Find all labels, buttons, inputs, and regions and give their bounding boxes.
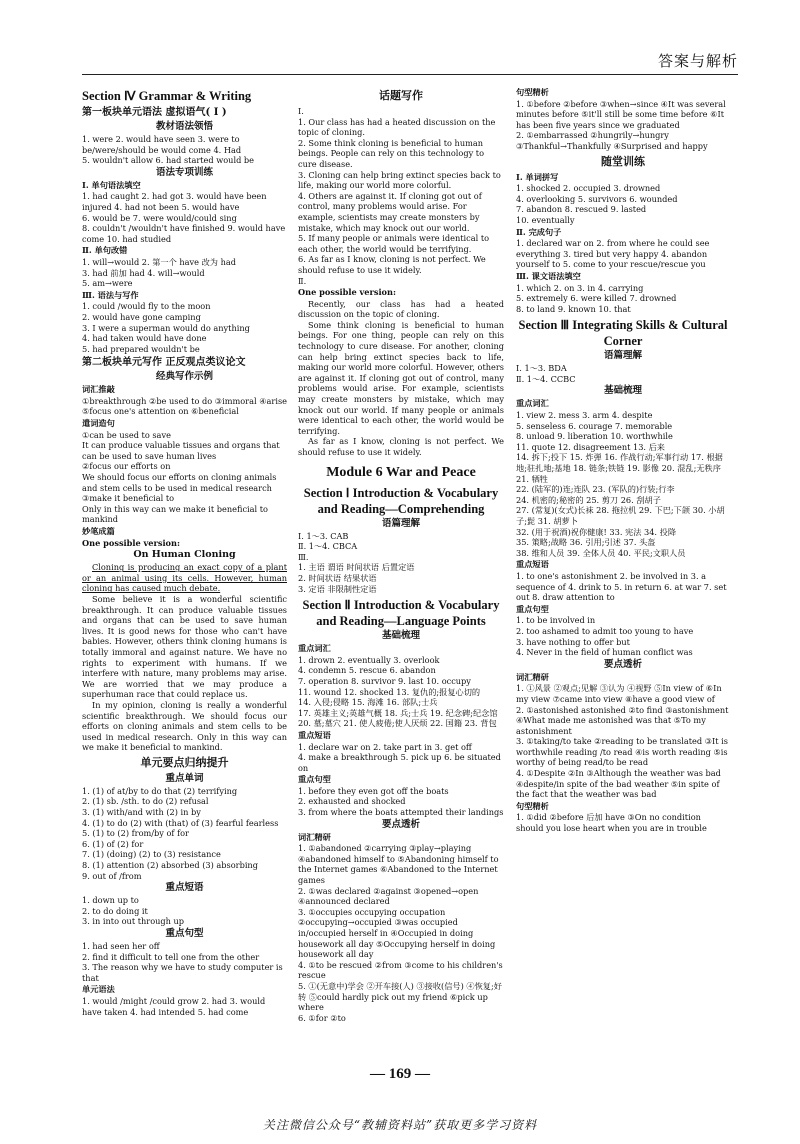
section-3-title: Section Ⅲ Integrating Skills & Cultural Corner — [518, 318, 728, 349]
answer-line: 2. 时间状语 结果状语 — [298, 572, 377, 583]
answer-line: 2. find it difficult to tell one from the other — [82, 951, 260, 962]
dc-title: 重点单词 — [165, 772, 204, 784]
answer-line: 1. ①did ②before 后加 have ③On no condition should you lose heart when you are in trouble — [516, 812, 707, 834]
answer-line: 1. shocked 2. occupied 3. drowned — [516, 183, 661, 194]
answer-line: 3. had 前加 had 4. will→would — [82, 267, 205, 278]
answer-line: 3. ①taking/to take ②reading to be translated ③It is worthwhile reading /to read ④is worth reading ⑤is worthy of being read/to be read — [516, 736, 728, 768]
answer-line: 6. ①for ②to — [298, 1012, 346, 1023]
answer-line: Ⅲ. — [298, 551, 309, 562]
answer-line: 32. (用于祝酒)祝你健康! 33. 宪法 34. 投降 — [516, 526, 677, 537]
subhead: 重点词汇 — [298, 643, 331, 654]
subhead: 词汇精研 — [298, 831, 331, 842]
answer-line: 3. in into out through up — [82, 916, 185, 927]
answer-line: 1. ①abandoned ②carrying ③play→playing ④abandoned himself to ⑤Abandoning himself to the Internet games ⑥Abandoned to the Internet games — [298, 843, 499, 886]
answer-line: 24. 机密的;秘密的 25. 剪刀 26. 刮胡子 — [516, 494, 661, 505]
block-1-title: 第一板块单元语法 虚拟语气( Ⅰ ) — [82, 107, 227, 118]
subhead: 单元语法 — [82, 984, 115, 995]
essay-paragraph: In my opinion, cloning is really a wonderful scientific breakthrough. We should focus our efforts on cloning animals and stem cells to be used in medical research. Only in this way can we make it beneficial to mankind. — [82, 699, 287, 753]
module-title: Module 6 War and Peace — [326, 464, 476, 480]
answer-line: 1. ①风景 ②观点;见解 ③认为 ④视野 ⑤In view of ⑥In my view ⑦came into view ⑧have a good view of — [516, 683, 722, 704]
answer-line: 7. (1) (doing) (2) to (3) resistance — [82, 849, 221, 860]
subhead: Ⅲ. 课文语法填空 — [516, 270, 581, 281]
answer-line: 14. 入侵;侵略 15. 海滩 16. 部队;士兵 — [298, 697, 438, 708]
answer-line: Ⅰ. 1～3. BDA — [516, 363, 567, 374]
answer-line: 2. ①was declared ②against ③opened→open ④announced declared — [298, 885, 479, 907]
answer-line: 4. ①Despite ②In ③Although the weather was bad ④despite/in spite of the bad weather ⑤in spite of the fact that the weather was bad — [516, 768, 721, 800]
answer-line: 1. before they even got off the boats — [298, 785, 449, 796]
answer-line: 4. (1) to do (2) with (that) of (3) fearful fearless — [82, 817, 279, 828]
answer-line: 6. (1) of (2) for — [82, 838, 144, 849]
answer-line: 8. to land 9. known 10. that — [516, 303, 631, 314]
jx-title: 重点句型 — [165, 928, 204, 939]
answer-line: 9. out of /from — [82, 870, 142, 881]
answer-line: 6. would be 7. were would/could sing — [82, 212, 237, 223]
block-2-title: 第二板块单元写作 正反观点类议论文 — [82, 357, 246, 369]
answer-line: 35. 策略;战略 36. 引用;引述 37. 头盔 — [516, 537, 656, 548]
answer-line: 3. The reason why we have to study computer is that — [82, 962, 283, 983]
answer-line: 2. ①embarrassed ②hungrily→hungry ③Thankful→Thankfully ④Surprised and happy — [516, 130, 708, 151]
roman-label: Ⅰ. — [298, 106, 304, 116]
subhead: 重点句型 — [516, 603, 549, 614]
jd-title: 经典写作示例 — [155, 371, 213, 383]
yd-title: 要点透析 — [381, 818, 420, 830]
subhead: 词汇推敲 — [82, 384, 115, 395]
answer-line: 1. ①before ②before ③when→since ④It was several minutes before ⑤it'll still be some time before ⑥It has been five years since we graduated — [516, 98, 726, 130]
answer-line: 5. (1) to (2) from/by of for — [82, 828, 189, 839]
footer-note: 关注微信公众号“教辅资料站”获取更多学习资料 — [262, 1118, 538, 1132]
answer-line: 6. As far as I know, cloning is not perfect. We should refuse to use it widely. — [298, 254, 486, 275]
subhead: 词汇精研 — [516, 671, 549, 682]
answer-line: 1. (1) of at/by to do that (2) terrifying — [82, 785, 238, 796]
answer-line: Ⅱ. 1～4. CCBC — [516, 373, 576, 384]
yd-title: 要点透析 — [603, 658, 642, 670]
answer-line: 3. from where the boats attempted their landings — [298, 807, 504, 818]
answer-line: 2. exhausted and shocked — [298, 796, 406, 807]
answer-line: 4. overlooking 5. survivors 6. wounded — [516, 193, 678, 204]
subhead: 句型精析 — [516, 800, 549, 811]
section-1-title: Section Ⅰ Introduction & Vocabulary and Reading—Comprehending — [303, 485, 499, 516]
answer-line: 2. ①astonished astonished ②to find ③astonishment ④What made me astonished was that ⑤To my astonishment — [516, 704, 729, 736]
answer-line: 4. Never in the field of human conflict was — [516, 647, 693, 658]
answer-line: 3. Cloning can help bring extinct species back to life, making our world more colorful. — [298, 169, 501, 191]
essay-paragraph: Some believe it is a wonderful scientific breakthrough. It can produce valuable tissues and organs that can be used to save human lives. It is good news for those who can't have babies. However, others think cloning humans is totally immoral and against nature. We have no rights to experiment with humans. If we interfere with nature, many problems may arise. We are worried that we may produce a superhuman race that could replace us. — [82, 593, 287, 700]
answer-line: 17. 英雄主义;英雄气概 18. 兵;士兵 19. 纪念碑;纪念馆 20. 墓;墓穴 21. 使人疲倦;使人厌烦 22. 国籍 23. 背包 — [298, 707, 498, 729]
answer-line: 2. (1) sb. /sth. to do (2) refusal — [82, 796, 209, 807]
answer-line: 5. If many people or animals were identical to each other, the world would be terrifying. — [298, 233, 490, 254]
yp-title: 语篇理解 — [381, 517, 420, 529]
answer-line: It can produce valuable tissues and organs that can be used to save human lives — [82, 440, 280, 461]
answer-line: ②focus our efforts on — [82, 461, 171, 472]
answer-line: 4. ①to be rescued ②from ③come to his children's rescue — [298, 959, 503, 981]
answer-line: 2. Some think cloning is beneficial to human beings. People can rely on this technology to cure disease. — [298, 137, 485, 169]
section-4-title: Section Ⅳ Grammar & Writing — [82, 89, 252, 103]
jc-title: 基础梳理 — [381, 630, 420, 642]
subhead: 重点短语 — [298, 729, 331, 740]
essay-paragraph: Some think cloning is beneficial to human beings. For one thing, people can rely on this technology to cure disease. For another, cloning can help bring extinct species back to life, making our world more colorful. However, others are against it. If cloning got out of control, many problems would arise. For example, scientists may create monsters by mistake, which may knock out our world. If many people or animals were identical to each other, the world would be terrifying. — [298, 319, 504, 436]
subhead: 重点短语 — [516, 559, 549, 570]
subhead: 句型精析 — [516, 87, 549, 97]
subhead: 妙笔成篇 — [82, 526, 115, 536]
zx-title: 语法专项训练 — [155, 166, 213, 178]
essay-paragraph: As far as I know, cloning is not perfect. We should refuse to use it widely. — [298, 436, 504, 457]
answer-line: 3. 定语 非限制性定语 — [298, 583, 377, 594]
answer-line: 1. which 2. on 3. in 4. carrying — [516, 282, 644, 293]
answer-line: 11. wound 12. shocked 13. 复仇的;报复心切的 — [298, 686, 481, 697]
jc-title: 基础梳理 — [603, 385, 642, 397]
answer-line: 7. operation 8. survivor 9. last 10. occupy — [298, 675, 471, 686]
subhead: Ⅱ. 单句改错 — [82, 245, 128, 256]
answer-line: Only in this way can we make it beneficial to mankind — [82, 503, 268, 525]
answer-line: ①can be used to save — [82, 429, 171, 440]
roman-label: Ⅱ. — [298, 275, 307, 286]
essay-paragraph: Recently, our class has had a heated discussion on the topic of cloning. — [298, 298, 504, 320]
answer-line: 4. condemn 5. rescue 6. abandon — [298, 665, 436, 676]
answer-line: ③make it beneficial to — [82, 493, 175, 504]
answer-line: 1. were 2. would have seen 3. were to be/were/should be would come 4. Had — [82, 134, 242, 155]
answer-line: 8. unload 9. liberation 10. worthwhile — [516, 431, 673, 442]
answer-line: 1. down up to — [82, 895, 139, 906]
answer-line: 1. drown 2. eventually 3. overlook — [298, 654, 440, 665]
answer-line: Ⅰ. 1～3. CAB — [298, 530, 349, 541]
subhead: 重点词汇 — [516, 398, 549, 409]
summary-title: 单元要点归纳提升 — [140, 755, 229, 769]
answer-line: 1. to one's astonishment 2. be involved in 3. a sequence of 4. drink to 5. in return 6. at war 7. set out 8. draw attention to — [516, 570, 727, 603]
answer-line: 27. (常复)(女式)长袜 28. 拖拉机 29. 下巴;下颌 30. 小胡子;髭 31. 胡萝卜 — [516, 505, 725, 526]
answer-line: We should focus our efforts on cloning animals and stem cells to be used in medical research — [82, 472, 277, 493]
page-number: — 169 — — [370, 1066, 430, 1082]
subhead: Ⅱ. 完成句子 — [516, 226, 562, 237]
column-2 — [298, 86, 504, 1023]
answer-line: 10. eventually — [516, 214, 575, 225]
answer-line: 1. will→would 2. 第一个 have 改为 had — [82, 256, 236, 267]
answer-line: 2. to do doing it — [82, 905, 148, 916]
answer-line: 4. Others are against it. If cloning got out of control, many problems would arise. For example, scientists may create monsters by mistake, which may knock out our world. — [298, 190, 482, 233]
answer-line: 1. declare war on 2. take part in 3. get off — [298, 741, 472, 752]
dy2-title: 重点短语 — [165, 882, 204, 894]
answer-line: 3. have nothing to offer but — [516, 636, 630, 647]
answer-line: 4. had taken would have done — [82, 333, 207, 344]
section-2-title: Section Ⅱ Introduction & Vocabulary and Reading—Language Points — [302, 598, 500, 629]
subhead: Ⅰ. 单句语法填空 — [82, 179, 141, 190]
answer-line: Ⅱ. 1～4. CBCA — [298, 541, 358, 552]
answer-line: 2. too ashamed to admit too young to have — [516, 625, 694, 636]
answer-line: 2. would have gone camping — [82, 311, 201, 322]
answer-line: 5. am→were — [82, 278, 133, 289]
answer-line: 1. Our class has had a heated discussion on the topic of cloning. — [298, 116, 496, 138]
answer-line: 1. 主语 谓语 时间状语 后置定语 — [298, 562, 415, 573]
answer-line: 8. (1) attention (2) absorbed (3) absorbing — [82, 860, 258, 871]
answer-line: 4. make a breakthrough 5. pick up 6. be situated on — [298, 752, 501, 773]
column-3 — [516, 86, 730, 834]
answer-line: 14. 拆下;投下 15. 炸弹 16. 作战行动;军事行动 17. 根据地;驻扎地;基地 18. 链条;铁链 19. 影像 20. 混乱;无秩序 21. 牺牲 — [516, 452, 723, 484]
st-title: 随堂训练 — [601, 154, 645, 168]
header-title: 答案与解析 — [657, 52, 738, 70]
topic-writing-title: 话题写作 — [379, 89, 423, 102]
answer-line: 5. senseless 6. courage 7. memorable — [516, 420, 673, 431]
answer-line: 1. had seen her off — [82, 941, 160, 951]
answer-line: 5. wouldn't allow 6. had started would be — [82, 155, 254, 166]
subhead: 遣词造句 — [82, 418, 115, 429]
answer-line: 1. view 2. mess 3. arm 4. despite — [516, 410, 653, 421]
answer-line: 3. ①occupies occupying occupation ②occupying→occupied ③was occupied in/occupied herself in ④Occupied in doing housework all day ⑤Occupying herself in doing housework all day — [298, 906, 496, 960]
answer-line: 38. 维和人员 39. 全体人员 40. 平民;文职人员 — [516, 547, 686, 558]
essay-paragraph: Cloning is producing an exact copy of a plant or an animal using its cells. However, human cloning has caused much debate. — [82, 562, 287, 594]
yp-title: 语篇理解 — [603, 350, 642, 362]
answer-line: 3. I were a superman would do anything — [82, 322, 250, 333]
answer-line: 1. to be involved in — [516, 615, 596, 626]
answer-line: 1. had caught 2. had got 3. would have been injured 4. had not been 5. would have — [82, 191, 267, 212]
answer-line: 5. ①(无意中)学会 ②开车接(人) ③接收(信号) ④恢复;好转 ⑤could hardly pick out my friend ⑥pick up where — [298, 980, 502, 1013]
subhead: Ⅰ. 单词拼写 — [516, 171, 559, 182]
answer-line: 5. extremely 6. were killed 7. drowned — [516, 293, 677, 304]
column-1 — [82, 86, 287, 1017]
answer-line: 3. (1) with/and with (2) in by — [82, 807, 201, 818]
answer-line: 11. quote 12. disagreement 13. 后来 — [516, 441, 665, 452]
answer-line: 1. would /might /could grow 2. had 3. would have taken 4. had intended 5. had come — [82, 995, 266, 1017]
answer-line: 8. couldn't /wouldn't have finished 9. would have come 10. had studied — [82, 223, 286, 244]
answer-line: 1. declared war on 2. from where he could see everything 3. tired but very happy 4. abandon yourself to 5. come to your rescue/rescue you — [516, 238, 710, 270]
subhead: Ⅲ. 语法与写作 — [82, 289, 139, 300]
answer-line: 7. abandon 8. rescued 9. lasted — [516, 204, 647, 215]
subhead: 重点句型 — [298, 774, 331, 785]
version-label: One possible version: — [298, 287, 396, 298]
answer-line: ①breakthrough ②be used to do ③immoral ④arise ⑤focus one's attention on ⑥beneficial — [82, 395, 287, 417]
answer-line: 22. (陆军的)连;连队 23. (军队的)行装;行李 — [516, 484, 675, 495]
answer-line: 1. could /would fly to the moon — [82, 301, 211, 312]
version-label: One possible version: — [82, 537, 180, 548]
page-header — [82, 44, 738, 75]
answer-line: 5. had prepared wouldn't be — [82, 343, 200, 354]
essay-title: On Human Cloning — [133, 549, 236, 561]
jc-title: 教材语法领悟 — [155, 121, 213, 132]
